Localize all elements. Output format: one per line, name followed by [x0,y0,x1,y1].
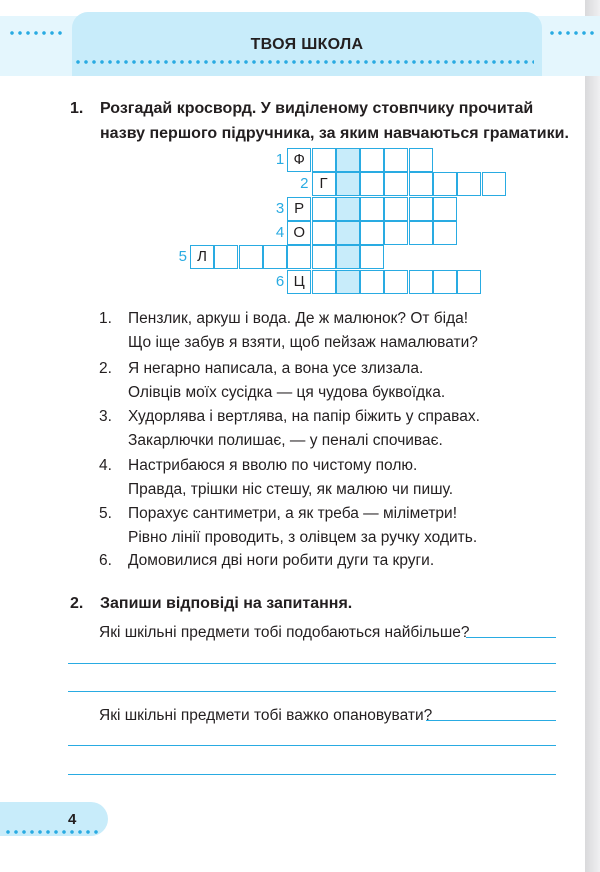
answer-line-1b[interactable] [68,663,556,664]
clue-text [128,307,558,354]
crossword-cell[interactable] [360,172,384,196]
crossword-row-number: 6 [275,272,285,290]
task-2-instruction: Запиши відповіді на запитання. [100,595,353,612]
clue-number: 1. [99,310,112,327]
crossword-highlighted-cell[interactable] [336,245,360,269]
clue-number: 5. [99,505,112,522]
crossword-cell[interactable]: Ф [287,148,311,172]
question-1: Які шкільні предмети тобі подобаються найбільше? [99,624,470,641]
crossword-cell[interactable] [239,245,263,269]
crossword-cell[interactable] [384,197,408,221]
header-dots-right [548,31,598,35]
crossword-cell[interactable] [482,172,506,196]
crossword-cell[interactable] [409,172,433,196]
clue-text [128,357,558,404]
crossword-highlighted-cell[interactable] [336,148,360,172]
crossword-row-number: 5 [178,248,187,266]
crossword-row-number: 1 [275,151,285,168]
page-edge-shadow [585,0,600,872]
clue-line: Худорлява і вертлява, на папір біжить у справах. [128,408,480,425]
task-1-instruction: Розгадай кросворд. У виділеному стовпчику прочитай назву першого підручника, за яким навчаються граматики. [100,100,569,142]
crossword-cell[interactable] [312,148,336,172]
crossword-cell[interactable] [360,270,384,294]
clue-line: Домовилися дві ноги робити дуги та круги. [128,552,435,569]
crossword-cell[interactable] [457,270,481,294]
clue-line: Настрибаюся я вволю по чистому полю. [128,457,418,474]
crossword-row-number: 4 [275,223,285,241]
header-dots-bottom [74,60,534,64]
clue-line: Порахує сантиметри, а як треба — міліметри! [128,505,458,522]
crossword-cell[interactable] [360,221,384,245]
clue-text [128,549,558,573]
crossword-highlighted-cell[interactable] [336,270,360,294]
clue-number: 6. [99,552,112,569]
crossword-cell[interactable] [433,270,457,294]
crossword-cell[interactable] [360,148,384,172]
crossword-cell[interactable] [409,221,433,245]
clue-line: Що іще забув я взяти, щоб пейзаж намалювати? [128,333,478,351]
crossword-highlighted-cell[interactable] [336,221,360,245]
crossword-row-number: 2 [300,175,309,193]
crossword-cell[interactable]: Л [190,245,214,269]
clue-line: Олівців моїх сусідка — ця чудова буквоїдка. [128,383,446,401]
crossword-highlighted-cell[interactable] [336,197,360,221]
task-2-number: 2. [70,595,84,612]
clue-line: Правда, трішки ніс стешу, як малюю чи пишу. [128,480,454,498]
clue-number: 3. [99,408,112,425]
crossword-cell[interactable] [360,197,384,221]
clue-text [128,502,558,549]
clue-line: Я негарно написала, а вона усе злизала. [128,360,424,377]
task-1-number: 1. [70,100,84,117]
crossword-cell[interactable] [409,197,433,221]
crossword-cell[interactable] [312,245,336,269]
crossword-cell[interactable] [263,245,287,269]
crossword-cell[interactable] [384,148,408,172]
crossword-cell[interactable] [384,221,408,245]
crossword-cell[interactable] [384,270,408,294]
footer-dots [4,830,102,834]
crossword-cell[interactable] [457,172,481,196]
answer-line-2c[interactable] [68,774,556,775]
clue-line: Рівно лінії проводить, з олівцем за ручку ходить. [128,528,478,546]
crossword-cell[interactable]: Г [312,172,336,196]
question-2: Які шкільні предмети тобі важко опановувати? [99,707,433,724]
crossword-cell[interactable] [384,172,408,196]
crossword-cell[interactable] [433,197,457,221]
crossword-cell[interactable] [433,172,457,196]
crossword-cell[interactable] [312,197,336,221]
section-title: ТВОЯ ШКОЛА [250,36,364,53]
crossword-cell[interactable] [287,245,311,269]
page-number: 4 [68,811,77,828]
clue-text [128,454,558,501]
crossword-cell[interactable] [433,221,457,245]
crossword-cell[interactable]: Ц [287,270,311,294]
crossword-cell[interactable] [312,221,336,245]
answer-line-1a[interactable] [466,637,556,638]
crossword-cell[interactable] [409,148,433,172]
crossword-highlighted-cell[interactable] [336,172,360,196]
answer-line-2b[interactable] [68,745,556,746]
clue-text [128,405,558,452]
crossword-cell[interactable] [360,245,384,269]
crossword-cell[interactable]: О [287,221,311,245]
crossword-cell[interactable]: Р [287,197,311,221]
crossword-cell[interactable] [312,270,336,294]
crossword-cell[interactable] [214,245,238,269]
clue-line: Пензлик, аркуш і вода. Де ж малюнок? От біда! [128,310,469,327]
answer-line-2a[interactable] [426,720,556,721]
clue-line: Закарлючки полишає, — у пеналі спочиває. [128,431,443,449]
clue-number: 2. [99,360,112,377]
crossword-cell[interactable] [409,270,433,294]
answer-line-1c[interactable] [68,691,556,692]
header-dots-left [8,31,64,35]
clue-number: 4. [99,457,112,474]
crossword-row-number: 3 [275,199,285,217]
